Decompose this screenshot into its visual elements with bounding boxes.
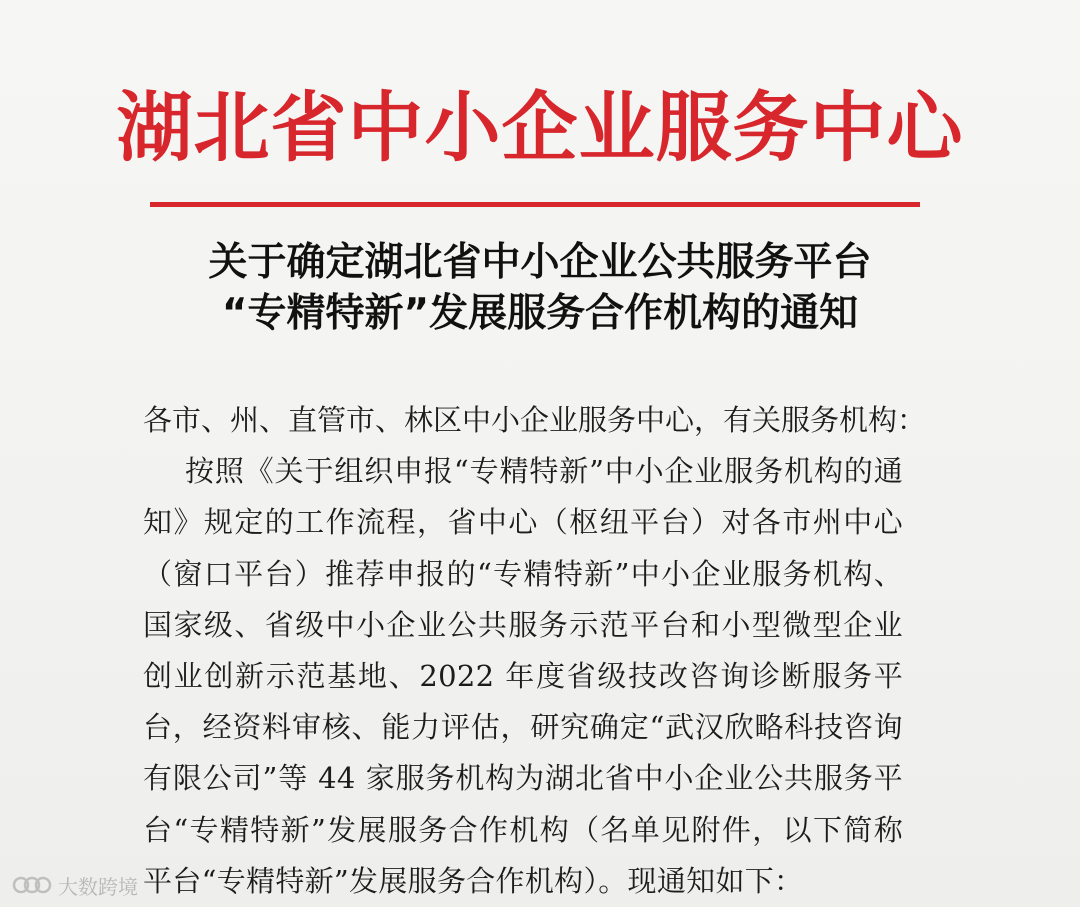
document-title-line-2: “专精特新”发展服务合作机构的通知 [221, 291, 859, 336]
organization-header: 湖北省中小企业服务中心 [116, 83, 964, 172]
salutation: 各市、州、直管市、林区中小企业服务中心，有关服务机构： [143, 403, 927, 437]
header-red-rule [150, 202, 920, 207]
document-title-line-1: 关于确定湖北省中小企业公共服务平台 [208, 240, 872, 285]
document-body [143, 395, 927, 907]
body-paragraph: 按照《关于组织申报“专精特新”中小企业服务机构的通知》规定的工作流程，省中心（枢纽平台）对各市州中心（窗口平台）推荐申报的“专精特新”中小企业服务机构、国家级、省级中小企业公共服务示范平台和小型微型企业创业创新示范基地、2022 年度省级技改咨询诊断服务平台，经资料审核、能力评估，研究确定“武汉欣略科技咨询有限公司”等 44 家服务机构为湖北省中小企业公共服务平台“专精特新”发展服务合作机构（名单见附件，以下简称平台“专精特新”发展服务合作机构）。现通知如下： [143, 454, 903, 898]
watermark [12, 870, 138, 900]
watermark-text: 大数跨境 [58, 874, 138, 899]
bigdata-crossborder-logo-icon [12, 873, 52, 897]
